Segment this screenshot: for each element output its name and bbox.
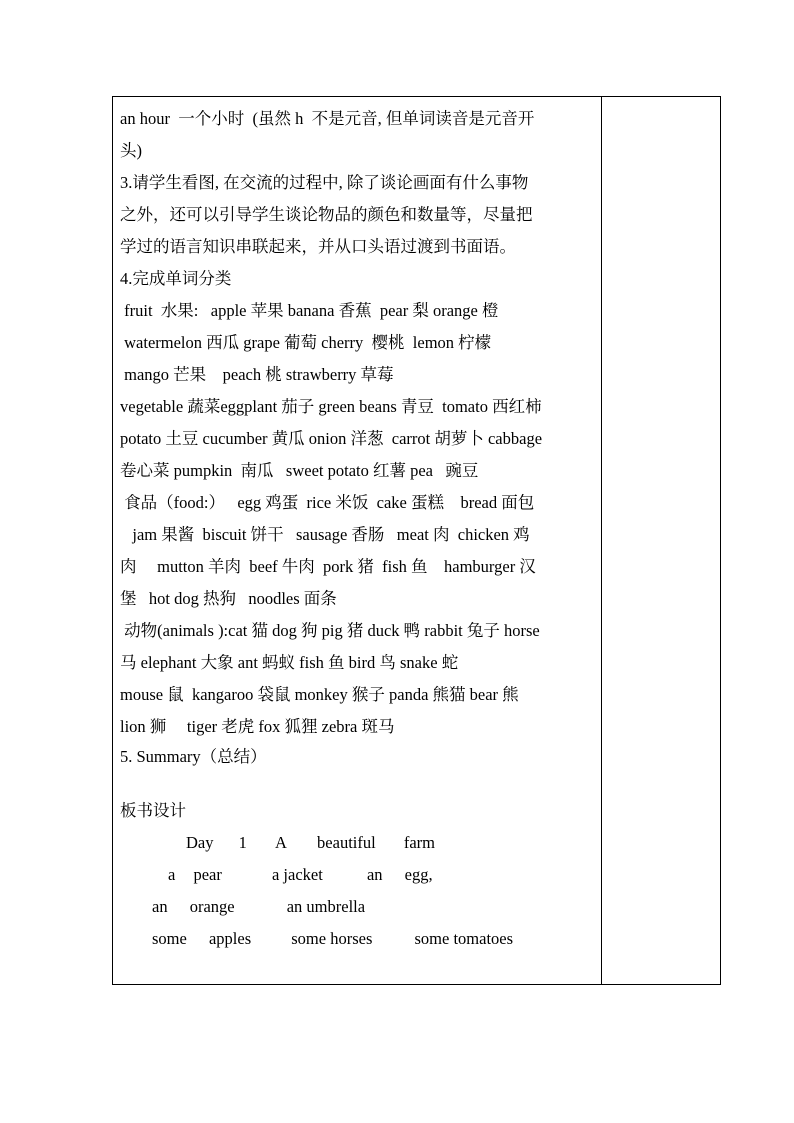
summary-line: 5. Summary（总结） (120, 747, 267, 766)
board-noun: farm (403, 833, 435, 852)
board-word: an (366, 865, 383, 884)
text-line: 马 elephant 大象 ant 蚂蚁 fish 鱼 bird 鸟 snake 蛇 (120, 653, 459, 672)
text-line: 头) (120, 141, 142, 160)
board-word: some horses (291, 929, 373, 948)
text-line: 3.请学生看图, 在交流的过程中, 除了谈论画面有什么事物 (120, 173, 529, 192)
board-word: some tomatoes (414, 929, 514, 948)
lesson-content-cell (120, 103, 596, 955)
board-word: an umbrella (286, 897, 366, 916)
vocabulary-lines (120, 103, 596, 743)
lesson-table (112, 96, 721, 985)
board-word: orange (189, 897, 235, 916)
board-article: A (275, 833, 287, 852)
text-line: 堡 hot dog 热狗 noodles 面条 (120, 589, 337, 608)
board-word: some (152, 929, 187, 948)
board-day: Day (186, 833, 214, 852)
text-line: mango 芒果 peach 桃 strawberry 草莓 (120, 365, 394, 384)
text-line: mouse 鼠 kangaroo 袋鼠 monkey 猴子 panda 熊猫 bear 熊 (120, 685, 519, 704)
board-row-2 (120, 891, 596, 923)
board-word: an (152, 897, 168, 916)
text-line: lion 狮 tiger 老虎 fox 狐狸 zebra 斑马 (120, 717, 395, 736)
text-line: 卷心菜 pumpkin 南瓜 sweet potato 红薯 pea 豌豆 (120, 461, 479, 480)
board-row-3 (120, 923, 596, 955)
board-day-number: 1 (238, 833, 247, 852)
column-divider (601, 97, 602, 984)
text-line: fruit 水果: apple 苹果 banana 香蕉 pear 梨 orange 橙 (120, 301, 499, 320)
board-adjective: beautiful (317, 833, 376, 852)
text-line: vegetable 蔬菜eggplant 茄子 green beans 青豆 tomato 西红柿 (120, 397, 542, 416)
text-line: 学过的语言知识串联起来，并从口头语过渡到书面语。 (120, 237, 516, 256)
text-line: potato 土豆 cucumber 黄瓜 onion 洋葱 carrot 胡萝卜 cabbage (120, 429, 543, 448)
text-line: 动物(animals ):cat 猫 dog 狗 pig 猪 duck 鸭 rabbit 兔子 horse (120, 621, 540, 640)
board-row-1 (120, 859, 596, 891)
text-line: watermelon 西瓜 grape 葡萄 cherry 樱桃 lemon 柠檬 (120, 333, 492, 352)
board-word: apples (208, 929, 252, 948)
text-line: 肉 mutton 羊肉 beef 牛肉 pork 猪 fish 鱼 hamburger 汉 (120, 557, 536, 576)
board-design-title: 板书设计 (120, 801, 186, 820)
board-word: pear (193, 865, 222, 884)
board-word: a (168, 865, 176, 884)
text-line: 4.完成单词分类 (120, 269, 232, 288)
board-word: egg, (404, 865, 433, 884)
text-line: 之外，还可以引导学生谈论物品的颜色和数量等，尽量把 (120, 205, 533, 224)
board-word: a jacket (271, 865, 323, 884)
text-line: an hour 一个小时 (虽然 h 不是元音, 但单词读音是元音开 (120, 109, 535, 128)
board-heading (120, 827, 596, 859)
text-line: 食品（food:） egg 鸡蛋 rice 米饭 cake 蛋糕 bread 面包 (120, 493, 535, 512)
text-line: jam 果酱 biscuit 饼干 sausage 香肠 meat 肉 chicken 鸡 (120, 525, 530, 544)
